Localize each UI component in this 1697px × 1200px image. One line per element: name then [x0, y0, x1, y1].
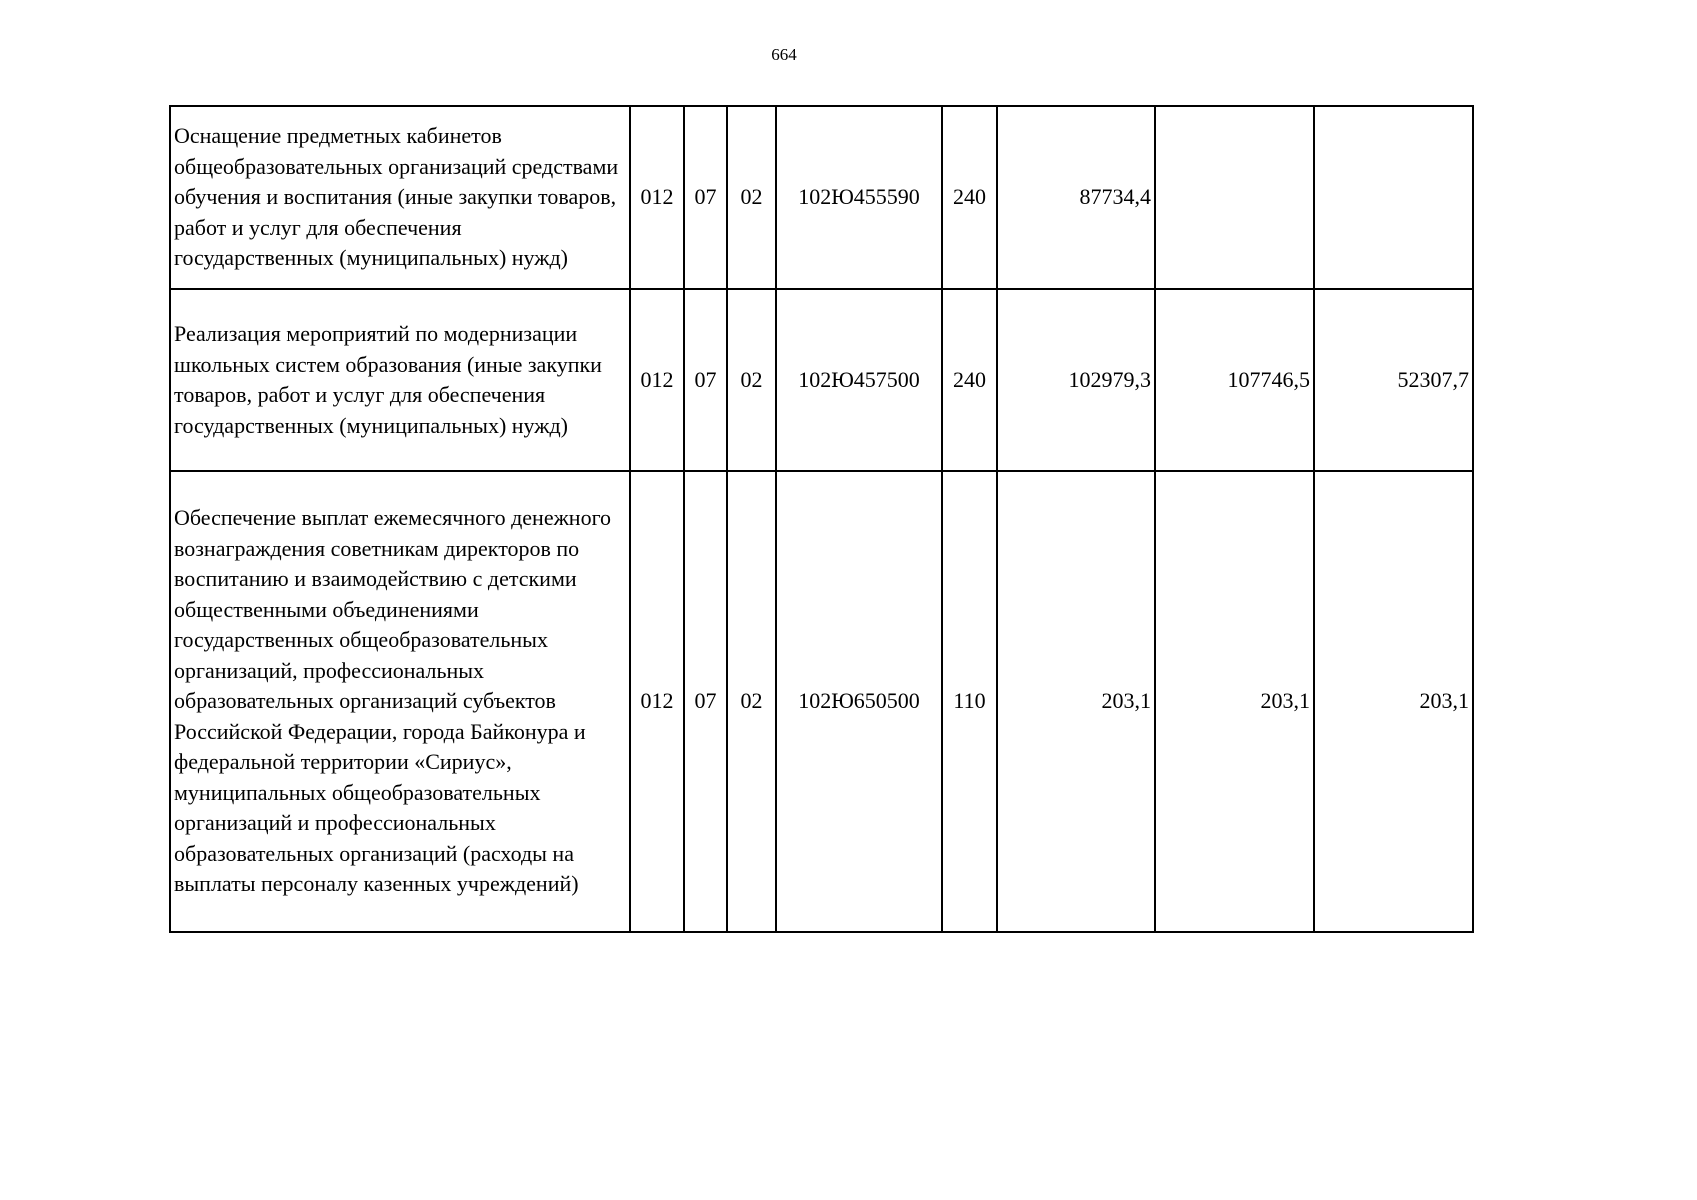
- amount-1: 102979,3: [997, 289, 1155, 471]
- amount-1: 87734,4: [997, 106, 1155, 289]
- amount-2: [1155, 106, 1314, 289]
- target-article-code: 102Ю457500: [776, 289, 942, 471]
- budget-table: [169, 105, 1474, 933]
- expense-type-code: 240: [942, 289, 997, 471]
- subsection-code: 02: [727, 106, 776, 289]
- table-row: [170, 471, 1473, 932]
- row-description: Реализация мероприятий по модернизации школьных систем образования (иные закупки товаров, работ и услуг для обеспечения государственных (муниципальных) нужд): [170, 289, 630, 471]
- expense-type-code: 110: [942, 471, 997, 932]
- amount-1: 203,1: [997, 471, 1155, 932]
- row-description: Обеспечение выплат ежемесячного денежного вознаграждения советникам директоров по воспитанию и взаимодействию с детскими общественными объединениями государственных общеобразовательных организаций, профессиональных образовательных организаций субъектов Российской Федерации, города Байконура и федеральной территории «Сириус», муниципальных общеобразовательных организаций и профессиональных образовательных организаций (расходы на выплаты персоналу казенных учреждений): [170, 471, 630, 932]
- expense-type-code: 240: [942, 106, 997, 289]
- section-code: 07: [684, 289, 727, 471]
- amount-2: 203,1: [1155, 471, 1314, 932]
- section-code: 07: [684, 471, 727, 932]
- subsection-code: 02: [727, 471, 776, 932]
- table-row: [170, 106, 1473, 289]
- section-code: 07: [684, 106, 727, 289]
- amount-3: [1314, 106, 1473, 289]
- amount-3: 203,1: [1314, 471, 1473, 932]
- target-article-code: 102Ю455590: [776, 106, 942, 289]
- ministry-code: 012: [630, 471, 684, 932]
- target-article-code: 102Ю650500: [776, 471, 942, 932]
- page-number: 664: [771, 45, 797, 64]
- amount-3: 52307,7: [1314, 289, 1473, 471]
- subsection-code: 02: [727, 289, 776, 471]
- ministry-code: 012: [630, 106, 684, 289]
- row-description: Оснащение предметных кабинетов общеобразовательных организаций средствами обучения и воспитания (иные закупки товаров, работ и услуг для обеспечения государственных (муниципальных) нужд): [170, 106, 630, 289]
- table-row: [170, 289, 1473, 471]
- ministry-code: 012: [630, 289, 684, 471]
- amount-2: 107746,5: [1155, 289, 1314, 471]
